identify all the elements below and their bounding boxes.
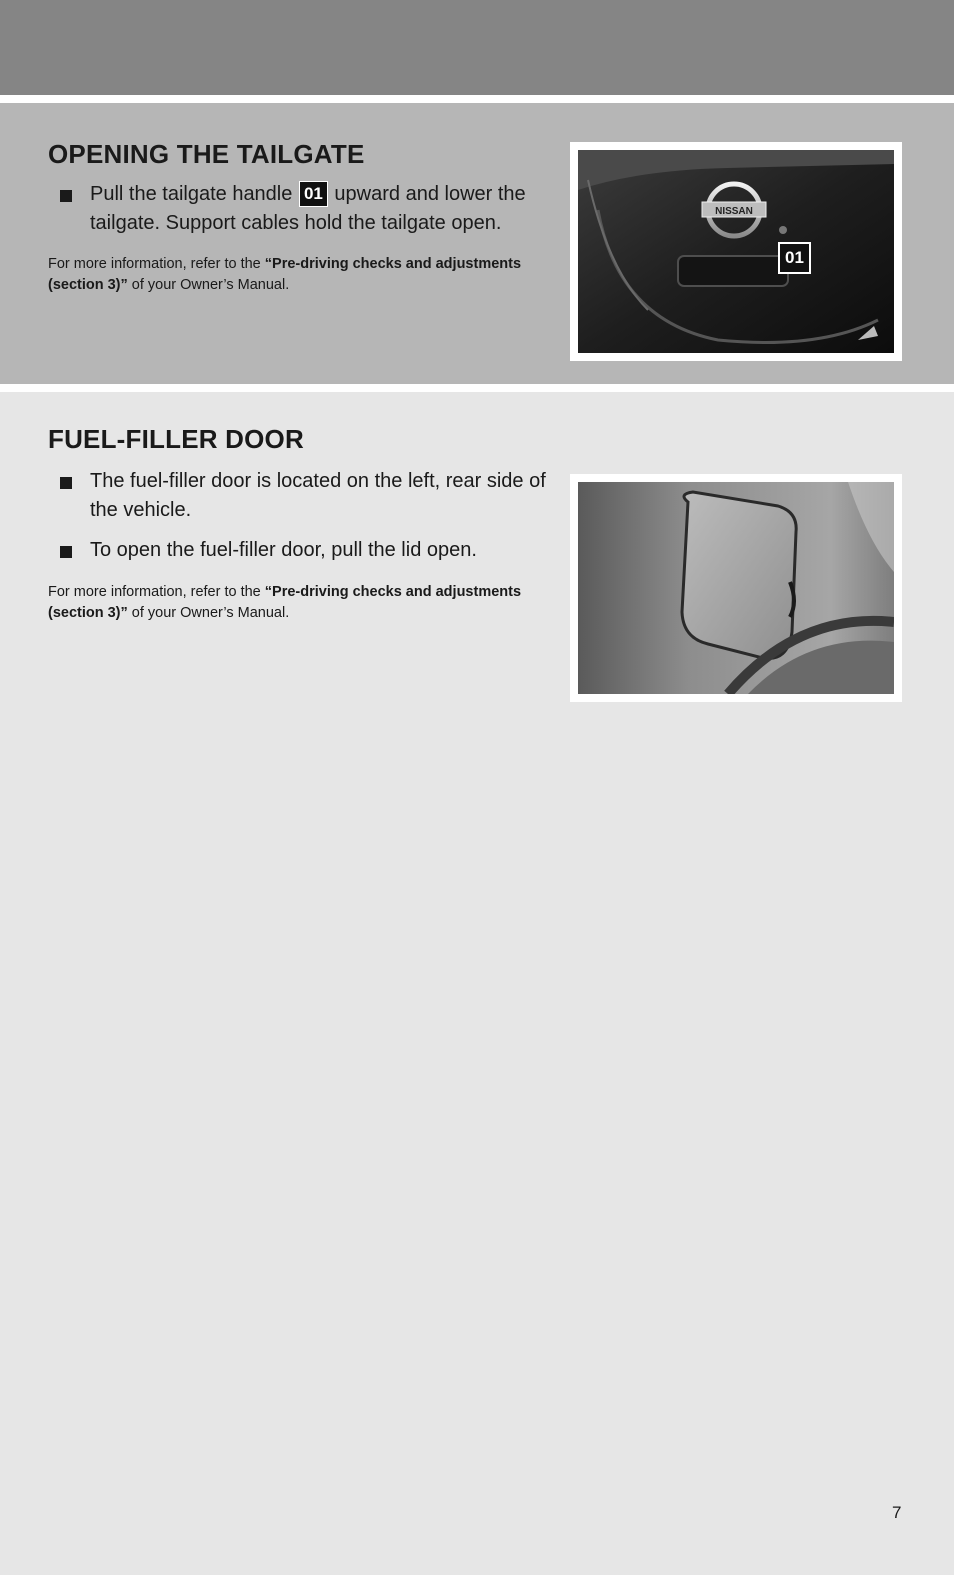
fuel-door-photo <box>570 474 902 702</box>
page-number: 7 <box>892 1503 902 1522</box>
tailgate-handle-image <box>578 150 894 353</box>
fuel-bullet-2-text: To open the fuel-filler door, pull the lid open. <box>90 539 477 561</box>
tailgate-heading: OPENING THE TAILGATE <box>48 139 365 169</box>
square-bullet-icon <box>60 190 72 202</box>
tailgate-section <box>0 103 954 384</box>
photo-callout-badge: 01 <box>780 244 809 272</box>
bullet-text-end: upward and lower the tailgate. Support cables hold the tailgate open. <box>90 183 526 234</box>
fuel-filler-section <box>0 392 954 1575</box>
square-bullet-icon <box>60 546 72 558</box>
tailgate-reference-note <box>48 254 548 296</box>
fuel-filler-door-image <box>578 482 894 694</box>
note-prefix: For more information, refer to the <box>48 256 265 272</box>
divider-line <box>0 384 954 392</box>
note-suffix: of your Owner’s Manual. <box>127 277 290 293</box>
fuel-bullet-1-text: The fuel-filler door is located on the left, rear side of the vehicle. <box>90 470 546 521</box>
tailgate-photo <box>570 142 902 361</box>
divider-line <box>0 95 954 103</box>
fuel-bullet-2 <box>60 536 550 565</box>
nissan-logo: NISSAN <box>715 206 753 217</box>
handle-callout-badge: 01 <box>300 182 327 206</box>
top-header-band <box>0 0 954 95</box>
fuel-reference-note <box>48 582 548 624</box>
tailgate-bullet-text <box>60 180 550 238</box>
note-manual-section: “Pre-driving checks and adjustments (section 3)” <box>48 584 522 621</box>
fuel-bullet-1 <box>60 467 550 525</box>
note-prefix: For more information, refer to the <box>48 584 265 600</box>
square-bullet-icon <box>60 477 72 489</box>
note-suffix: of your Owner’s Manual. <box>127 605 290 621</box>
note-manual-section: “Pre-driving checks and adjustments (section 3)” <box>48 256 522 293</box>
bullet-text-start: Pull the tailgate handle <box>90 183 293 205</box>
fuel-filler-heading: FUEL-FILLER DOOR <box>48 424 304 454</box>
tailgate-bullet <box>60 180 550 238</box>
